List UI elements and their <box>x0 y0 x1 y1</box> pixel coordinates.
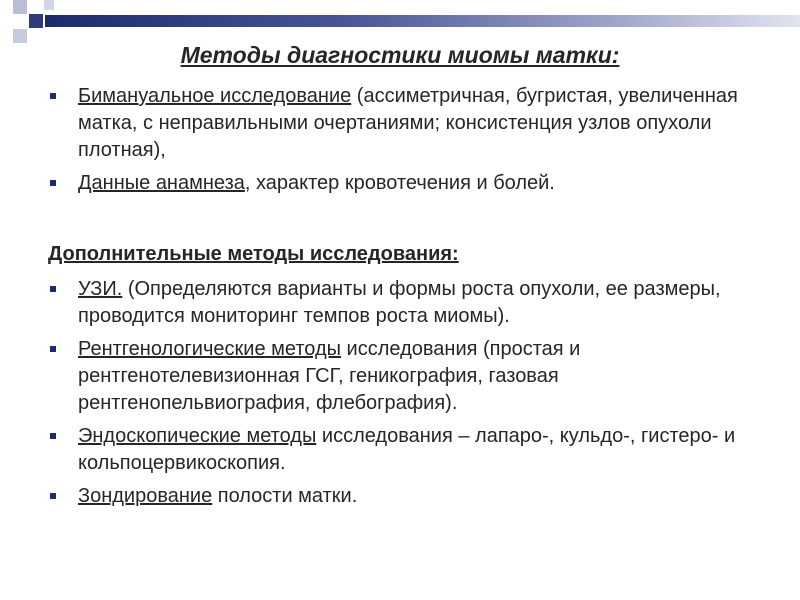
method-description: , характер кровотечения и болей. <box>244 172 555 194</box>
square-bullet-icon <box>50 346 56 352</box>
square-bullet-icon <box>50 180 56 186</box>
method-link[interactable]: Бимануальное исследование <box>78 85 352 107</box>
square-bullet-icon <box>50 433 56 439</box>
additional-methods-list <box>0 276 768 516</box>
list-item <box>0 83 768 164</box>
method-link[interactable]: Зондирование <box>78 485 213 507</box>
additional-methods-heading: Дополнительные методы исследования: <box>48 243 459 265</box>
square-bullet-icon <box>50 93 56 99</box>
method-link[interactable]: Эндоскопические методы <box>78 425 317 447</box>
list-item <box>0 483 768 510</box>
header-gradient-bar <box>45 15 800 27</box>
list-item <box>0 336 768 417</box>
decor-square <box>13 29 27 43</box>
square-bullet-icon <box>50 493 56 499</box>
method-link[interactable]: Рентгенологические методы <box>78 338 341 360</box>
method-description: исследования (простая и рентгенотелевизионная ГСГ, геникография, газовая рентгенопельвиография, флебография). <box>78 338 581 414</box>
list-item <box>0 423 768 477</box>
method-description: (ассиметричная, бугристая, увеличенная матка, с неправильными очертаниями; консистенция узлов опухоли плотная), <box>78 85 738 161</box>
slide-title: Методы диагностики миомы матки: <box>180 42 620 68</box>
method-link[interactable]: Данные анамнеза <box>78 172 245 194</box>
square-bullet-icon <box>50 286 56 292</box>
decor-square <box>29 14 43 28</box>
decor-square <box>44 0 54 10</box>
decor-square <box>13 0 27 14</box>
list-item <box>0 170 768 197</box>
method-link[interactable]: УЗИ. <box>78 278 123 300</box>
main-methods-list <box>0 83 768 203</box>
method-description: полости матки. <box>212 485 358 507</box>
method-description: исследования – лапаро-, кульдо-, гистеро- и кольпоцервикоскопия. <box>78 425 736 474</box>
list-item <box>0 276 768 330</box>
method-description: (Определяются варианты и формы роста опухоли, ее размеры, проводится мониторинг темпов роста миомы). <box>78 278 721 327</box>
